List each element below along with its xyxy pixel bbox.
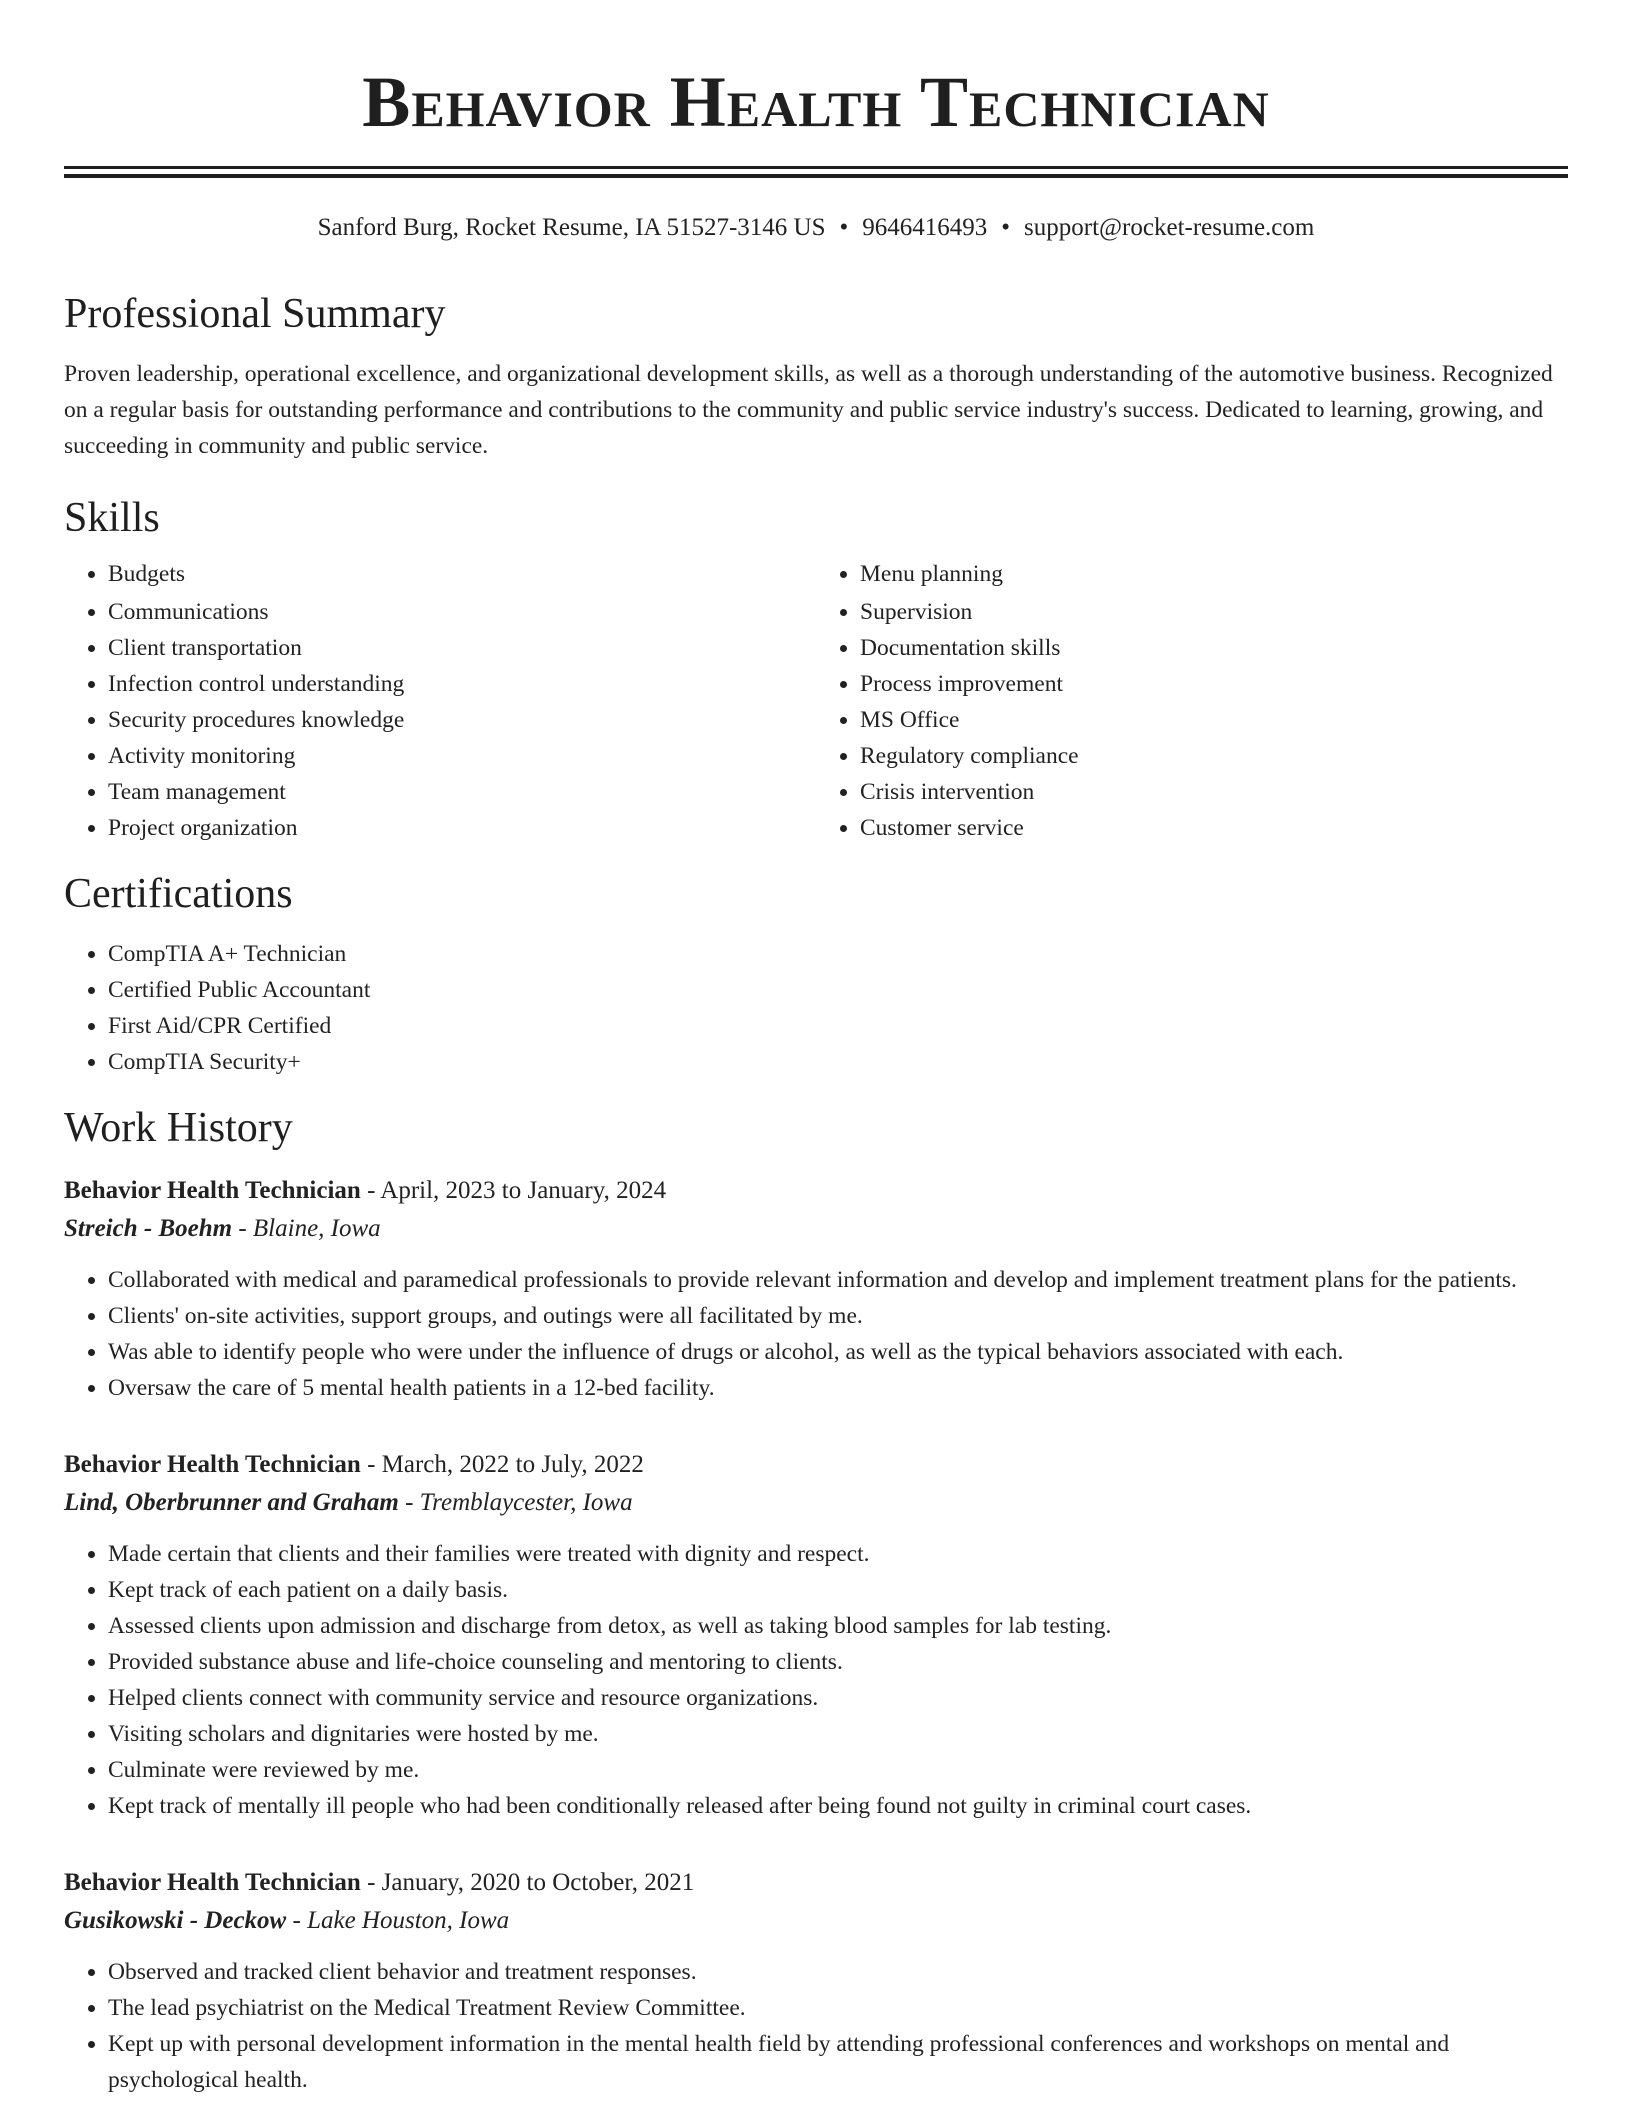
job-entry (64, 1446, 1568, 1824)
work-history-heading: Work History (64, 1105, 293, 1151)
skill-item: • Budgets (108, 556, 816, 592)
skill-item: • Infection control understanding (108, 666, 816, 702)
contact-separator: • (1001, 214, 1011, 241)
job-bullet: • Visiting scholars and dignitaries were hosted by me. (108, 1716, 1568, 1752)
job-bullet: • Clients' on-site activities, support groups, and outings were all facilitated by me. (108, 1298, 1568, 1334)
job-entry (64, 1864, 1568, 2098)
skills-list-right (816, 556, 1568, 846)
job-bullet: • Collaborated with medical and paramedical professionals to provide relevant information and develop and implement treatment plans for the patients. (108, 1262, 1568, 1298)
certifications-list (64, 936, 1568, 1080)
contact-email: support@rocket-resume.com (1024, 214, 1315, 241)
header-rule-bottom (64, 174, 1568, 178)
job-bullets (64, 1262, 1568, 1406)
job-title: Behavior Health Technician (64, 1177, 361, 1204)
skills-heading: Skills (64, 495, 160, 541)
job-dates: April, 2023 to January, 2024 (380, 1177, 667, 1204)
skill-item: • Documentation skills (860, 630, 1568, 666)
skill-item: • Process improvement (860, 666, 1568, 702)
skill-item: • Project organization (108, 810, 816, 846)
summary-text: Proven leadership, operational excellence, and organizational development skills, as well as a thorough understanding of the automotive business. Recognized on a regular basis for outstanding performance and contributions to the community and public service industry's success. Dedicated to learning, growing, and succeeding in community and public service. (64, 361, 1553, 459)
job-bullet: • Oversaw the care of 5 mental health patients in a 12-bed facility. (108, 1370, 1568, 1406)
job-company-line (64, 1210, 1568, 1248)
job-bullet: • Kept up with personal development information in the mental health field by attending professional conferences and workshops on mental and psychological health. (108, 2026, 1568, 2098)
job-location: Tremblaycester, Iowa (419, 1489, 633, 1516)
job-company-line (64, 1484, 1568, 1522)
skills-section (64, 492, 1568, 846)
summary-section (64, 288, 1568, 464)
contact-separator: • (839, 214, 849, 241)
job-dash: - (360, 1177, 381, 1204)
job-bullet: • Kept track of each patient on a daily basis. (108, 1572, 1568, 1608)
job-location: Blaine, Iowa (252, 1215, 381, 1242)
job-bullet: • The lead psychiatrist on the Medical Treatment Review Committee. (108, 1990, 1568, 2026)
job-dash: - (232, 1215, 253, 1242)
skill-item: • Security procedures knowledge (108, 702, 816, 738)
job-bullets (64, 1954, 1568, 2098)
certification-item: • Certified Public Accountant (108, 972, 1568, 1008)
job-title: Behavior Health Technician (64, 1869, 361, 1896)
job-company: Gusikowski - Deckow (64, 1907, 287, 1934)
job-dates: March, 2022 to July, 2022 (381, 1451, 644, 1478)
job-title-line (64, 1172, 1568, 1210)
candidate-name: Behavior Health Technician (362, 62, 1270, 142)
job-dash: - (360, 1869, 382, 1896)
contact-line (64, 212, 1568, 244)
skill-item: • Team management (108, 774, 816, 810)
skills-list-left (64, 556, 816, 846)
job-title-line (64, 1864, 1568, 1902)
job-bullet: • Was able to identify people who were under the influence of drugs or alcohol, as well as the typical behaviors associated with each. (108, 1334, 1568, 1370)
skill-item: • Activity monitoring (108, 738, 816, 774)
job-dash: - (286, 1907, 308, 1934)
job-bullet: • Culminate were reviewed by me. (108, 1752, 1568, 1788)
certification-item: • CompTIA A+ Technician (108, 936, 1568, 972)
certification-item: • CompTIA Security+ (108, 1044, 1568, 1080)
skill-item: • Client transportation (108, 630, 816, 666)
skill-item: • Customer service (860, 810, 1568, 846)
job-bullet: • Assessed clients upon admission and discharge from detox, as well as taking blood samples for lab testing. (108, 1608, 1568, 1644)
certifications-section (64, 868, 1568, 1080)
skill-item: • MS Office (860, 702, 1568, 738)
contact-address: Sanford Burg, Rocket Resume, IA 51527-3146 US (317, 214, 826, 241)
job-bullet: • Made certain that clients and their families were treated with dignity and respect. (108, 1536, 1568, 1572)
job-company: Lind, Oberbrunner and Graham (64, 1489, 399, 1516)
certification-item: • First Aid/CPR Certified (108, 1008, 1568, 1044)
job-bullet: • Helped clients connect with community service and resource organizations. (108, 1680, 1568, 1716)
job-bullet: • Provided substance abuse and life-choice counseling and mentoring to clients. (108, 1644, 1568, 1680)
job-bullet: • Kept track of mentally ill people who had been conditionally released after being found not guilty in criminal court cases. (108, 1788, 1568, 1824)
job-bullets (64, 1536, 1568, 1824)
job-location: Lake Houston, Iowa (307, 1907, 510, 1934)
certifications-heading: Certifications (64, 871, 293, 917)
skill-item: • Supervision (860, 594, 1568, 630)
job-bullet: • Observed and tracked client behavior and treatment responses. (108, 1954, 1568, 1990)
summary-heading: Professional Summary (64, 291, 446, 337)
job-entry (64, 1172, 1568, 1406)
job-dash: - (398, 1489, 420, 1516)
job-title-line (64, 1446, 1568, 1484)
contact-phone: 9646416493 (862, 214, 988, 241)
work-history-section (64, 1102, 1568, 2098)
job-company: Streich - Boehm (64, 1215, 233, 1242)
skills-columns (64, 556, 1568, 846)
header-rule-top (64, 166, 1568, 169)
job-dates: January, 2020 to October, 2021 (381, 1869, 695, 1896)
job-title: Behavior Health Technician (64, 1451, 361, 1478)
skill-item: • Communications (108, 594, 816, 630)
job-dash: - (360, 1451, 382, 1478)
skill-item: • Menu planning (860, 556, 1568, 592)
job-company-line (64, 1902, 1568, 1940)
skill-item: • Crisis intervention (860, 774, 1568, 810)
skill-item: • Regulatory compliance (860, 738, 1568, 774)
